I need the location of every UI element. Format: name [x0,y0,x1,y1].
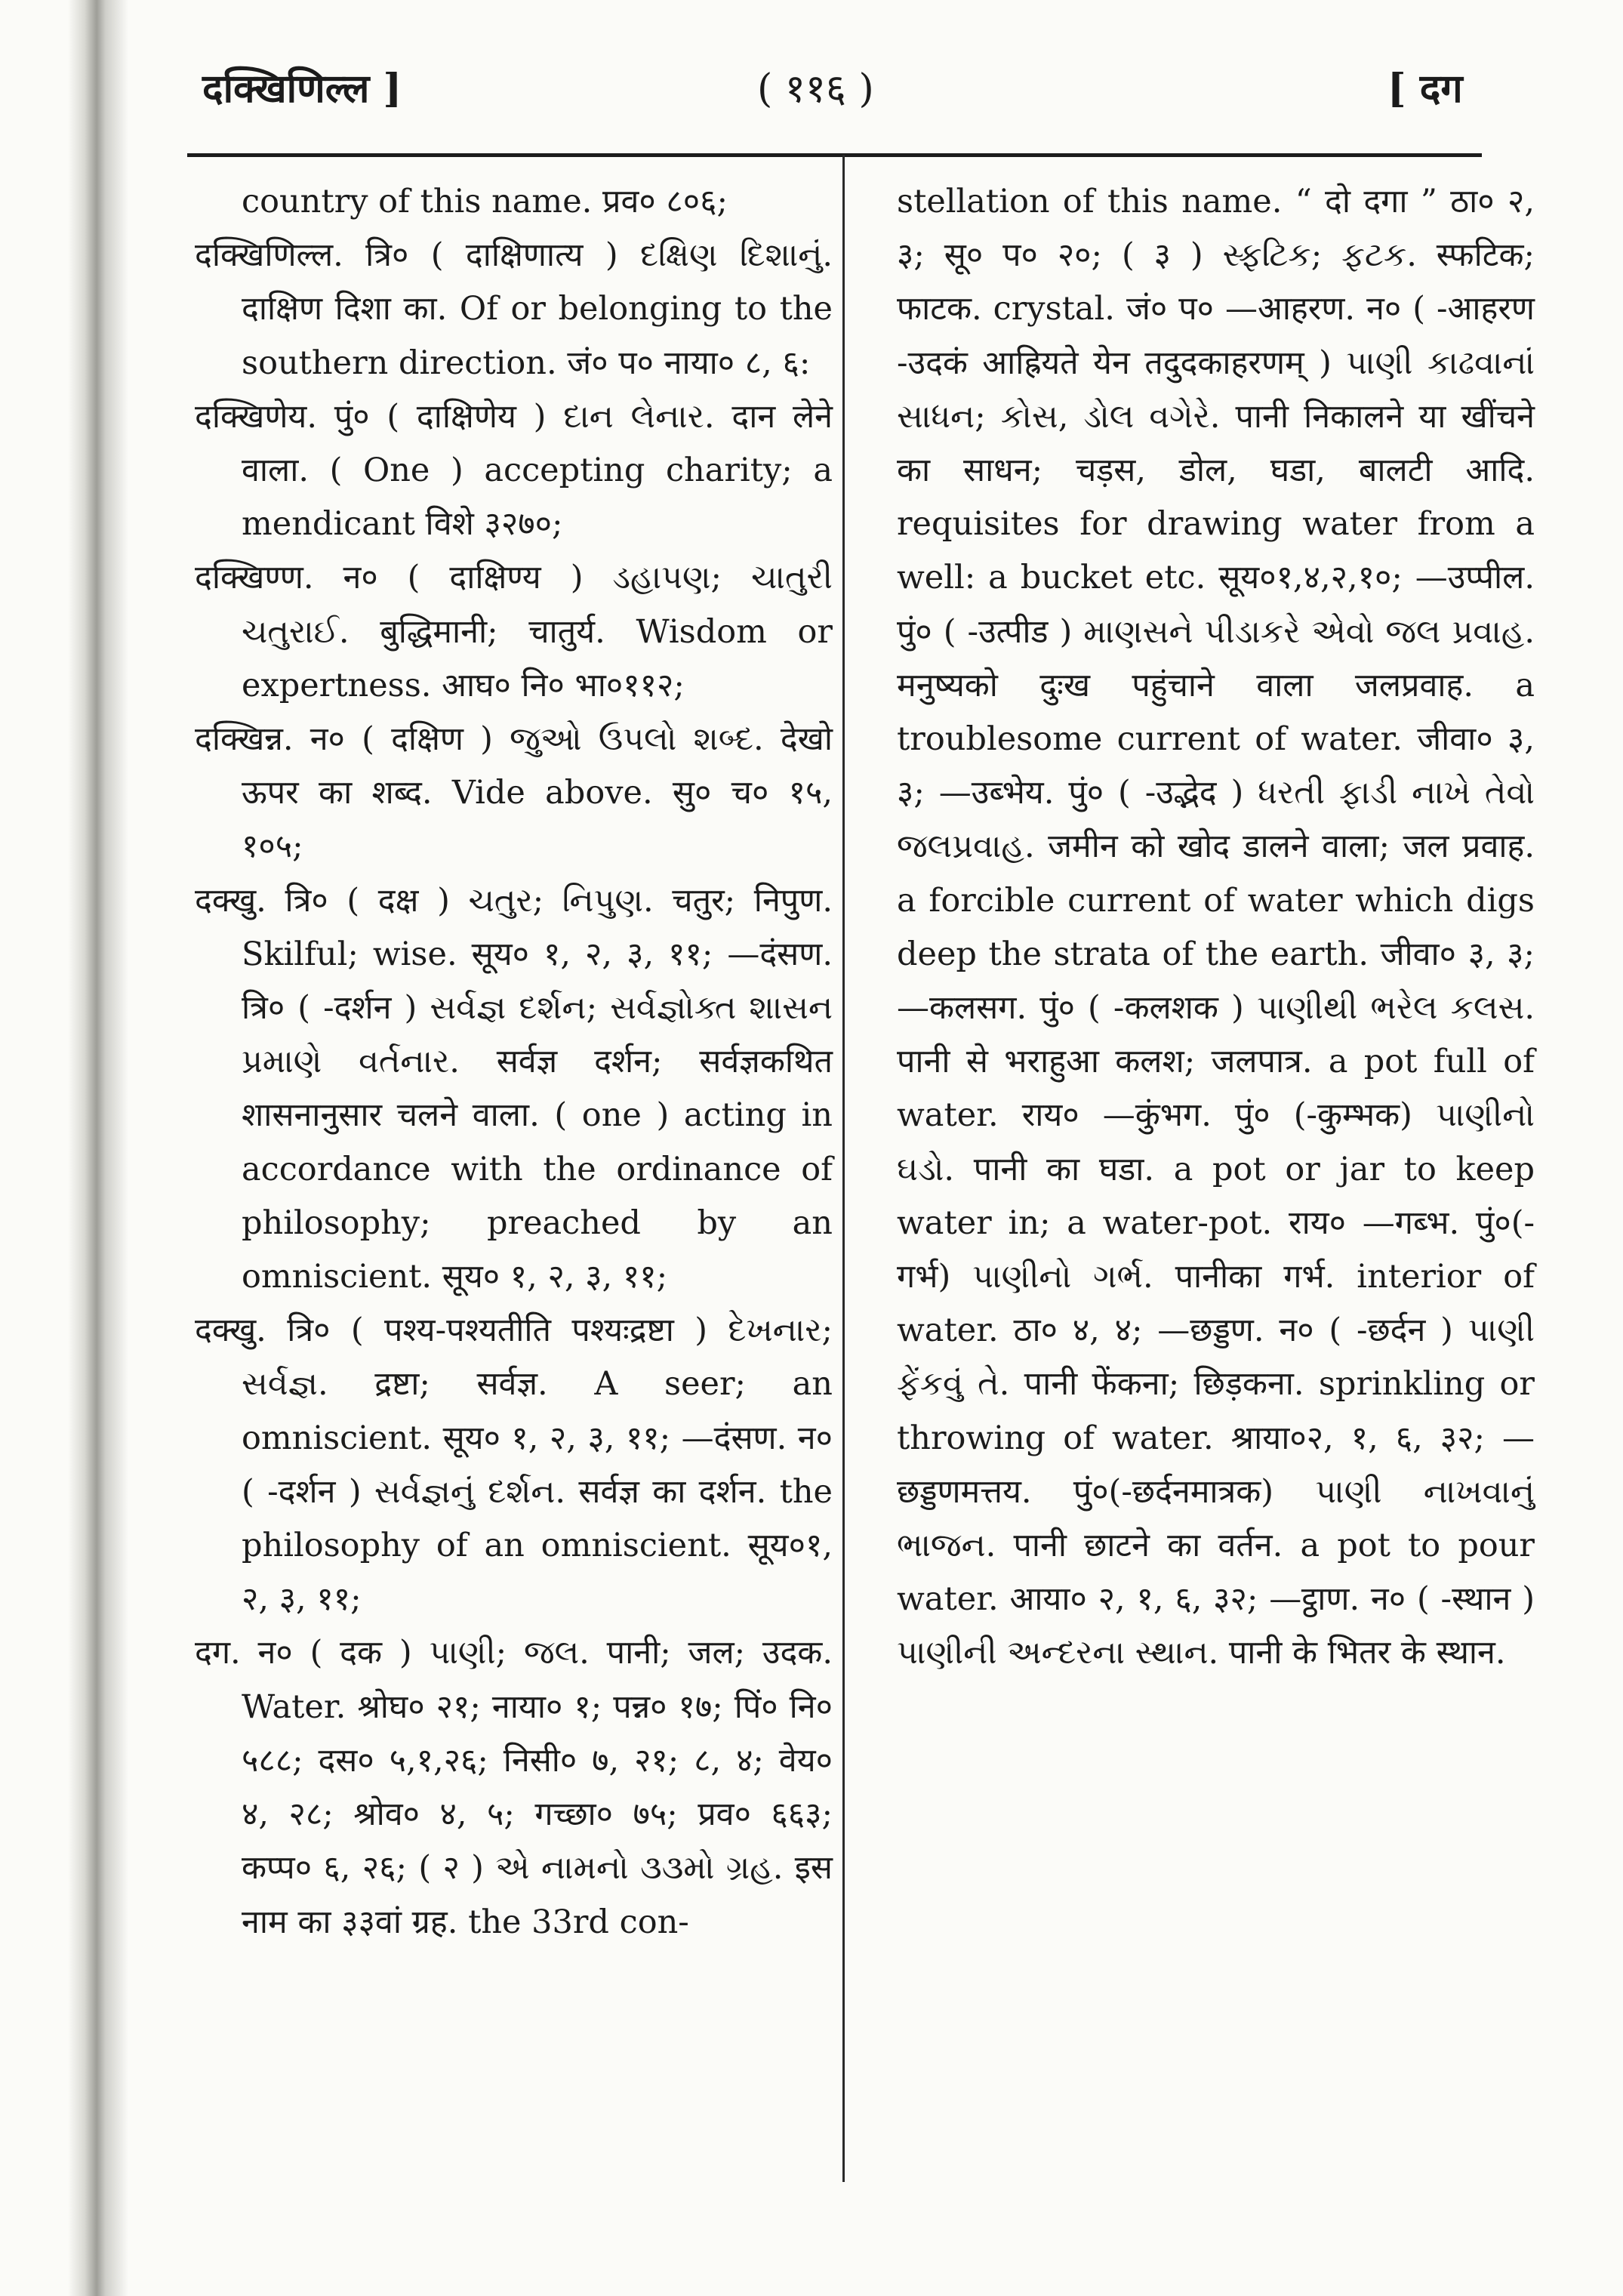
column-divider [842,155,845,2182]
header-rule [187,153,1482,157]
dictionary-entry: दक्खु. त्रि० ( दक्ष ) ચતુર; નિપુણ. चतुर; निपुण. Skilful; wise. सूय० १, २, ३, ११; —दंसण. त्रि० ( -दर्शन ) સર્વજ્ઞ દર્શન; સર્વજ્ઞોક્ત શાસન પ્રમાણે વર્તનાર. सर्वज्ञ दर्शन; सर्वज्ञकथित शासनानुसार चलने वाला. ( one ) acting in accordance with the ordinance of philosophy; preached by an omniscient. सूय० १, २, ३, ११; [195,881,833,1296]
right-column [897,175,1535,1681]
dictionary-entry: दक्खिन्न. न० ( दक्षिण ) જુઓ ઉપલો શબ્દ. देखो ऊपर का शब्द. Vide above. सु० च० १५, १०५; [195,720,833,866]
dictionary-entry: दक्खिण्ण. न० ( दाक्षिण्य ) ડહાપણ; ચાતુરી ચતુરાઈ. बुद्धिमानी; चातुर्य. Wisdom or expertness. आघ० नि० भा०११२; [195,559,833,704]
page-number: ( ११६ ) [757,66,874,112]
header-right-guideword: [ दग [1387,66,1463,112]
dictionary-entry: दग. न० ( दक ) પાણી; જલ. पानी; जल; उदक. Water. श्रोघ० २१; नाया० १; पन्न० १७; पिं० नि० ५८८; दस० ५,१,२६; निसी० ७, २१; ८, ४; वेय० ४, २८; श्रोव० ४, ५; गच्छा० ७५; प्रव० ६६३; कप्प० ६, २६; ( २ ) એ નામનો ૩૩મો ગ્રહ. इस नाम का ३३वां ग्रह. the 33rd con- [195,1634,833,1941]
dictionary-entry: दक्खिणिल्ल. त्रि० ( दाक्षिणात्य ) દક્ષિણ દિશાનું. दाक्षिण दिशा का. Of or belonging to the southern direction. जं० प० नाया० ८, ६: [195,236,833,382]
dictionary-entry: दक्खिणेय. पुं० ( दाक्षिणेय ) દાન લેનાર. दान लेने वाला. ( One ) accepting charity; a mendicant विशे ३२७०; [195,397,833,544]
dictionary-entry-continued: stellation of this name. “ दो दगा ” ठा० २, ३; सू० प० २०; ( ३ ) સ્ફટિક; ફટક. स्फटिक; फाटक. crystal. जं० प० —आहरण. न० ( -आहरण -उदकं आह्रियते येन तदुदकाहरणम् ) પાણી કાઢવાનાં સાધન; કોસ, ડોલ વગેરે. पानी निकालने या खींचने का साधन; चड़स, डोल, घडा, बालटी आदि. requisites for drawing water from a well: a bucket etc. सूय०१,४,२,१०; —उप्पील. पुं० ( -उत्पीड ) માણસને પીડાકરે એવો જલ પ્રવાહ. मनुष्यको दुःख पहुंचाने वाला जलप्रवाह. a troublesome current of water. जीवा० ३, ३; —उब्भेय. पुं० ( -उद्भेद ) ધરતી ફાડી નાખે તેવો જલપ્રવાહ. जमीन को खोद डालने वाला; जल प्रवाह. a forcible current of water which digs deep the strata of the earth. जीवा० ३, ३; —कलसग. पुं० ( -कलशक ) પાણીથી ભરેલ કલસ. पानी से भराहुआ कलश; जलपात्र. a pot full of water. राय० —कुंभग. पुं० (-कुम्भक) પાણીનો ઘડો. पानी का घडा. a pot or jar to keep water in; a water-pot. राय० —गब्भ. पुं०(-गर्भ) પાણીનો ગર્ભ. पानीका गर्भ. interior of water. ठा० ४, ४; —छड्डण. न० ( -छर्दन ) પાણી ફેંકવું તે. पानी फेंकना; छिड़कना. sprinkling or throwing of water. श्राया०२, १, ६, ३२; —छड्डणमत्तय. पुं०(-छर्दनमात्रक) પાણી નાખવાનું ભાજન. पानी छाटने का वर्तन. a pot to pour water. आया० २, १, ६, ३२; —ट्ठाण. न० ( -स्थान ) પાણીની અન્દરના સ્થાન. पानी के भितर के स्थान. [897,183,1535,1672]
dictionary-entry-continued: country of this name. प्रव० ८०६; [242,183,728,220]
dictionary-entry: दक्खु. त्रि० ( पश्य-पश्यतीति पश्यःद्रष्टा ) દેખનાર; સર્વજ્ઞ. द्रष्टा; सर्वज्ञ. A seer; an omniscient. सूय० १, २, ३, ११; —दंसण. न० ( -दर्शन ) સર્વજ્ઞનું દર્શન. सर्वज्ञ का दर्शन. the philosophy of an omniscient. सूय०१, २, ३, ११; [195,1311,833,1619]
left-column [195,175,833,1949]
page-header [202,60,1486,121]
header-left-guideword: दक्खिणिल्ल ] [202,66,402,112]
binding-edge [0,0,128,2296]
